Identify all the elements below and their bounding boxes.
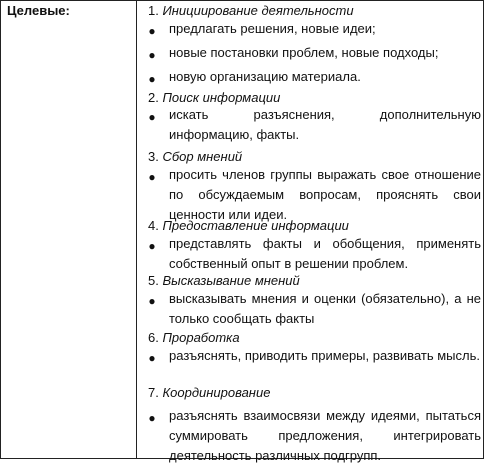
bullet-icon: ● [148, 239, 156, 253]
section-number: 7. [148, 385, 159, 400]
section-title [148, 218, 349, 234]
bullet-icon: ● [148, 170, 156, 184]
section-number: 4. [148, 218, 159, 233]
list-item: новые постановки проблем, новые подходы; [169, 45, 439, 60]
section-heading: Поиск информации [162, 90, 281, 105]
section-number: 6. [148, 330, 159, 345]
bullet-icon: ● [148, 24, 156, 38]
left-column [1, 1, 137, 458]
list-item: представлять факты и обобщения, применять собственный опыт в решении проблем. [169, 236, 481, 271]
section-number: 5. [148, 273, 159, 288]
section-title [148, 385, 270, 401]
list-item: разъяснять, приводить примеры, развивать мысль. [169, 348, 480, 363]
list-item: предлагать решения, новые идеи; [169, 21, 376, 36]
list-item: новую организацию материала. [169, 69, 361, 84]
list-item: искать разъяснения, дополнительную информацию, факты. [169, 107, 481, 142]
bullet-icon: ● [148, 351, 156, 365]
section-heading: Проработка [162, 330, 240, 345]
section-title [148, 3, 354, 19]
section-heading: Высказывание мнений [162, 273, 300, 288]
section-title [148, 90, 280, 106]
bullet-icon: ● [148, 294, 156, 308]
bullet-icon: ● [148, 411, 156, 425]
section-number: 2. [148, 90, 159, 105]
bullet-icon: ● [148, 72, 156, 86]
section-title [148, 330, 240, 346]
list-item: разъяснять взаимосвязи между идеями, пытаться суммировать предложения, интегрировать деятельность различных подгрупп. [169, 408, 481, 463]
list-item: просить членов группы выражать свое отношение по обсуждаемым вопросам, прояснять свои ценности или идеи. [169, 167, 481, 222]
section-number: 1. [148, 3, 159, 18]
list-item: высказывать мнения и оценки (обязательно), а не только сообщать факты [169, 291, 481, 326]
section-number: 3. [148, 149, 159, 164]
section-heading: Инициирование деятельности [162, 3, 354, 18]
left-label: Целевые: [7, 3, 70, 18]
bullet-icon: ● [148, 48, 156, 62]
section-heading: Координирование [162, 385, 271, 400]
section-title [148, 273, 300, 289]
bullet-icon: ● [148, 110, 156, 124]
section-heading: Предоставление информации [162, 218, 349, 233]
right-column [138, 1, 485, 463]
section-title [148, 149, 242, 165]
section-heading: Сбор мнений [162, 149, 243, 164]
